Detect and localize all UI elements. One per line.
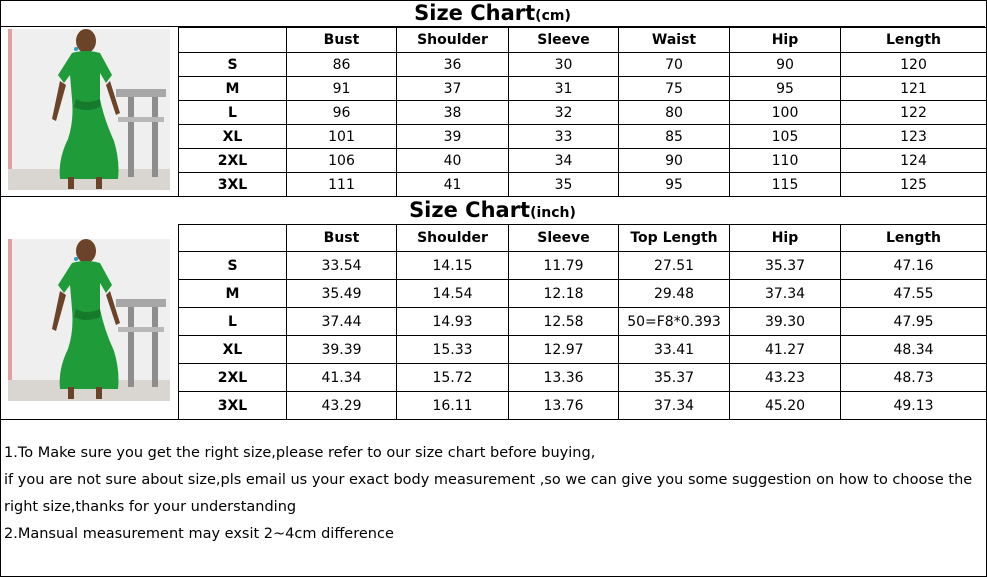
value-cell: 106 xyxy=(287,149,397,173)
value-cell: 85 xyxy=(619,125,730,149)
value-cell: 33.54 xyxy=(287,252,397,280)
table-row xyxy=(179,336,987,364)
size-label: 3XL xyxy=(179,173,287,197)
header-cell: Hip xyxy=(730,225,841,252)
value-cell: 14.93 xyxy=(397,308,509,336)
header-cell: Sleeve xyxy=(509,28,619,53)
value-cell: 100 xyxy=(730,101,841,125)
table-row xyxy=(179,77,987,101)
value-cell: 41.27 xyxy=(730,336,841,364)
header-cell: Length xyxy=(841,28,987,53)
value-cell: 122 xyxy=(841,101,987,125)
cm-title: Size Chart xyxy=(414,1,536,25)
value-cell: 34 xyxy=(509,149,619,173)
value-cell: 123 xyxy=(841,125,987,149)
value-cell: 35.37 xyxy=(730,252,841,280)
value-cell: 115 xyxy=(730,173,841,197)
size-table-cm xyxy=(178,27,987,197)
value-cell: 14.54 xyxy=(397,280,509,308)
inch-title-row xyxy=(0,197,985,226)
value-cell: 121 xyxy=(841,77,987,101)
value-cell: 39.39 xyxy=(287,336,397,364)
size-label: M xyxy=(179,77,287,101)
table-row xyxy=(179,308,987,336)
size-label: M xyxy=(179,280,287,308)
value-cell: 124 xyxy=(841,149,987,173)
value-cell: 13.36 xyxy=(509,364,619,392)
value-cell: 12.97 xyxy=(509,336,619,364)
size-notes xyxy=(4,440,979,548)
value-cell: 37 xyxy=(397,77,509,101)
value-cell: 31 xyxy=(509,77,619,101)
table-row xyxy=(179,392,987,420)
divider xyxy=(0,419,985,420)
table-row xyxy=(179,252,987,280)
size-label: 3XL xyxy=(179,392,287,420)
header-cell xyxy=(179,225,287,252)
header-cell: Shoulder xyxy=(397,28,509,53)
value-cell: 120 xyxy=(841,53,987,77)
value-cell: 47.55 xyxy=(841,280,987,308)
value-cell: 50=F8*0.393 xyxy=(619,308,730,336)
value-cell: 37.34 xyxy=(619,392,730,420)
value-cell: 43.23 xyxy=(730,364,841,392)
value-cell: 95 xyxy=(730,77,841,101)
note-line: right size,thanks for your understanding xyxy=(4,499,297,515)
model-photo-graphic xyxy=(8,239,170,401)
value-cell: 29.48 xyxy=(619,280,730,308)
value-cell: 30 xyxy=(509,53,619,77)
header-cell xyxy=(179,28,287,53)
header-row xyxy=(179,225,987,252)
header-cell: Waist xyxy=(619,28,730,53)
value-cell: 39.30 xyxy=(730,308,841,336)
table-row xyxy=(179,53,987,77)
value-cell: 13.76 xyxy=(509,392,619,420)
header-cell: Hip xyxy=(730,28,841,53)
product-photo-inch xyxy=(8,239,170,401)
value-cell: 47.16 xyxy=(841,252,987,280)
size-label: 2XL xyxy=(179,149,287,173)
value-cell: 43.29 xyxy=(287,392,397,420)
value-cell: 101 xyxy=(287,125,397,149)
value-cell: 32 xyxy=(509,101,619,125)
value-cell: 15.72 xyxy=(397,364,509,392)
value-cell: 90 xyxy=(619,149,730,173)
table-row xyxy=(179,101,987,125)
inch-unit: (inch) xyxy=(530,205,576,221)
value-cell: 14.15 xyxy=(397,252,509,280)
header-cell: Bust xyxy=(287,225,397,252)
table-row xyxy=(179,364,987,392)
table-row xyxy=(179,280,987,308)
header-cell: Sleeve xyxy=(509,225,619,252)
header-cell: Top Length xyxy=(619,225,730,252)
value-cell: 41.34 xyxy=(287,364,397,392)
value-cell: 111 xyxy=(287,173,397,197)
header-row xyxy=(179,28,987,53)
size-label: 2XL xyxy=(179,364,287,392)
table-row xyxy=(179,173,987,197)
size-label: S xyxy=(179,53,287,77)
size-label: XL xyxy=(179,125,287,149)
inch-title: Size Chart xyxy=(409,198,531,222)
size-label: L xyxy=(179,101,287,125)
note-line: 1.To Make sure you get the right size,please refer to our size chart before buying, xyxy=(4,445,596,461)
value-cell: 11.79 xyxy=(509,252,619,280)
value-cell: 36 xyxy=(397,53,509,77)
value-cell: 48.73 xyxy=(841,364,987,392)
value-cell: 27.51 xyxy=(619,252,730,280)
header-cell: Length xyxy=(841,225,987,252)
size-label: L xyxy=(179,308,287,336)
value-cell: 41 xyxy=(397,173,509,197)
size-label: XL xyxy=(179,336,287,364)
value-cell: 40 xyxy=(397,149,509,173)
value-cell: 12.18 xyxy=(509,280,619,308)
product-photo-cm xyxy=(8,29,170,190)
value-cell: 70 xyxy=(619,53,730,77)
value-cell: 37.44 xyxy=(287,308,397,336)
value-cell: 12.58 xyxy=(509,308,619,336)
value-cell: 16.11 xyxy=(397,392,509,420)
value-cell: 75 xyxy=(619,77,730,101)
value-cell: 37.34 xyxy=(730,280,841,308)
value-cell: 125 xyxy=(841,173,987,197)
model-photo-graphic xyxy=(8,29,170,190)
value-cell: 96 xyxy=(287,101,397,125)
value-cell: 35.37 xyxy=(619,364,730,392)
value-cell: 80 xyxy=(619,101,730,125)
table-row xyxy=(179,149,987,173)
value-cell: 110 xyxy=(730,149,841,173)
value-cell: 45.20 xyxy=(730,392,841,420)
value-cell: 49.13 xyxy=(841,392,987,420)
header-cell: Shoulder xyxy=(397,225,509,252)
note-line: 2.Mansual measurement may exsit 2~4cm difference xyxy=(4,526,394,542)
value-cell: 105 xyxy=(730,125,841,149)
value-cell: 33 xyxy=(509,125,619,149)
value-cell: 47.95 xyxy=(841,308,987,336)
cm-title-row xyxy=(0,0,985,29)
value-cell: 48.34 xyxy=(841,336,987,364)
value-cell: 90 xyxy=(730,53,841,77)
size-table-inch xyxy=(178,224,987,420)
value-cell: 35 xyxy=(509,173,619,197)
cm-unit: (cm) xyxy=(535,8,571,24)
value-cell: 86 xyxy=(287,53,397,77)
value-cell: 35.49 xyxy=(287,280,397,308)
size-label: S xyxy=(179,252,287,280)
table-row xyxy=(179,125,987,149)
value-cell: 91 xyxy=(287,77,397,101)
value-cell: 15.33 xyxy=(397,336,509,364)
value-cell: 33.41 xyxy=(619,336,730,364)
value-cell: 95 xyxy=(619,173,730,197)
value-cell: 39 xyxy=(397,125,509,149)
note-line: if you are not sure about size,pls email us your exact body measurement ,so we can give you some suggestion on how to choose the xyxy=(4,472,973,488)
value-cell: 38 xyxy=(397,101,509,125)
header-cell: Bust xyxy=(287,28,397,53)
